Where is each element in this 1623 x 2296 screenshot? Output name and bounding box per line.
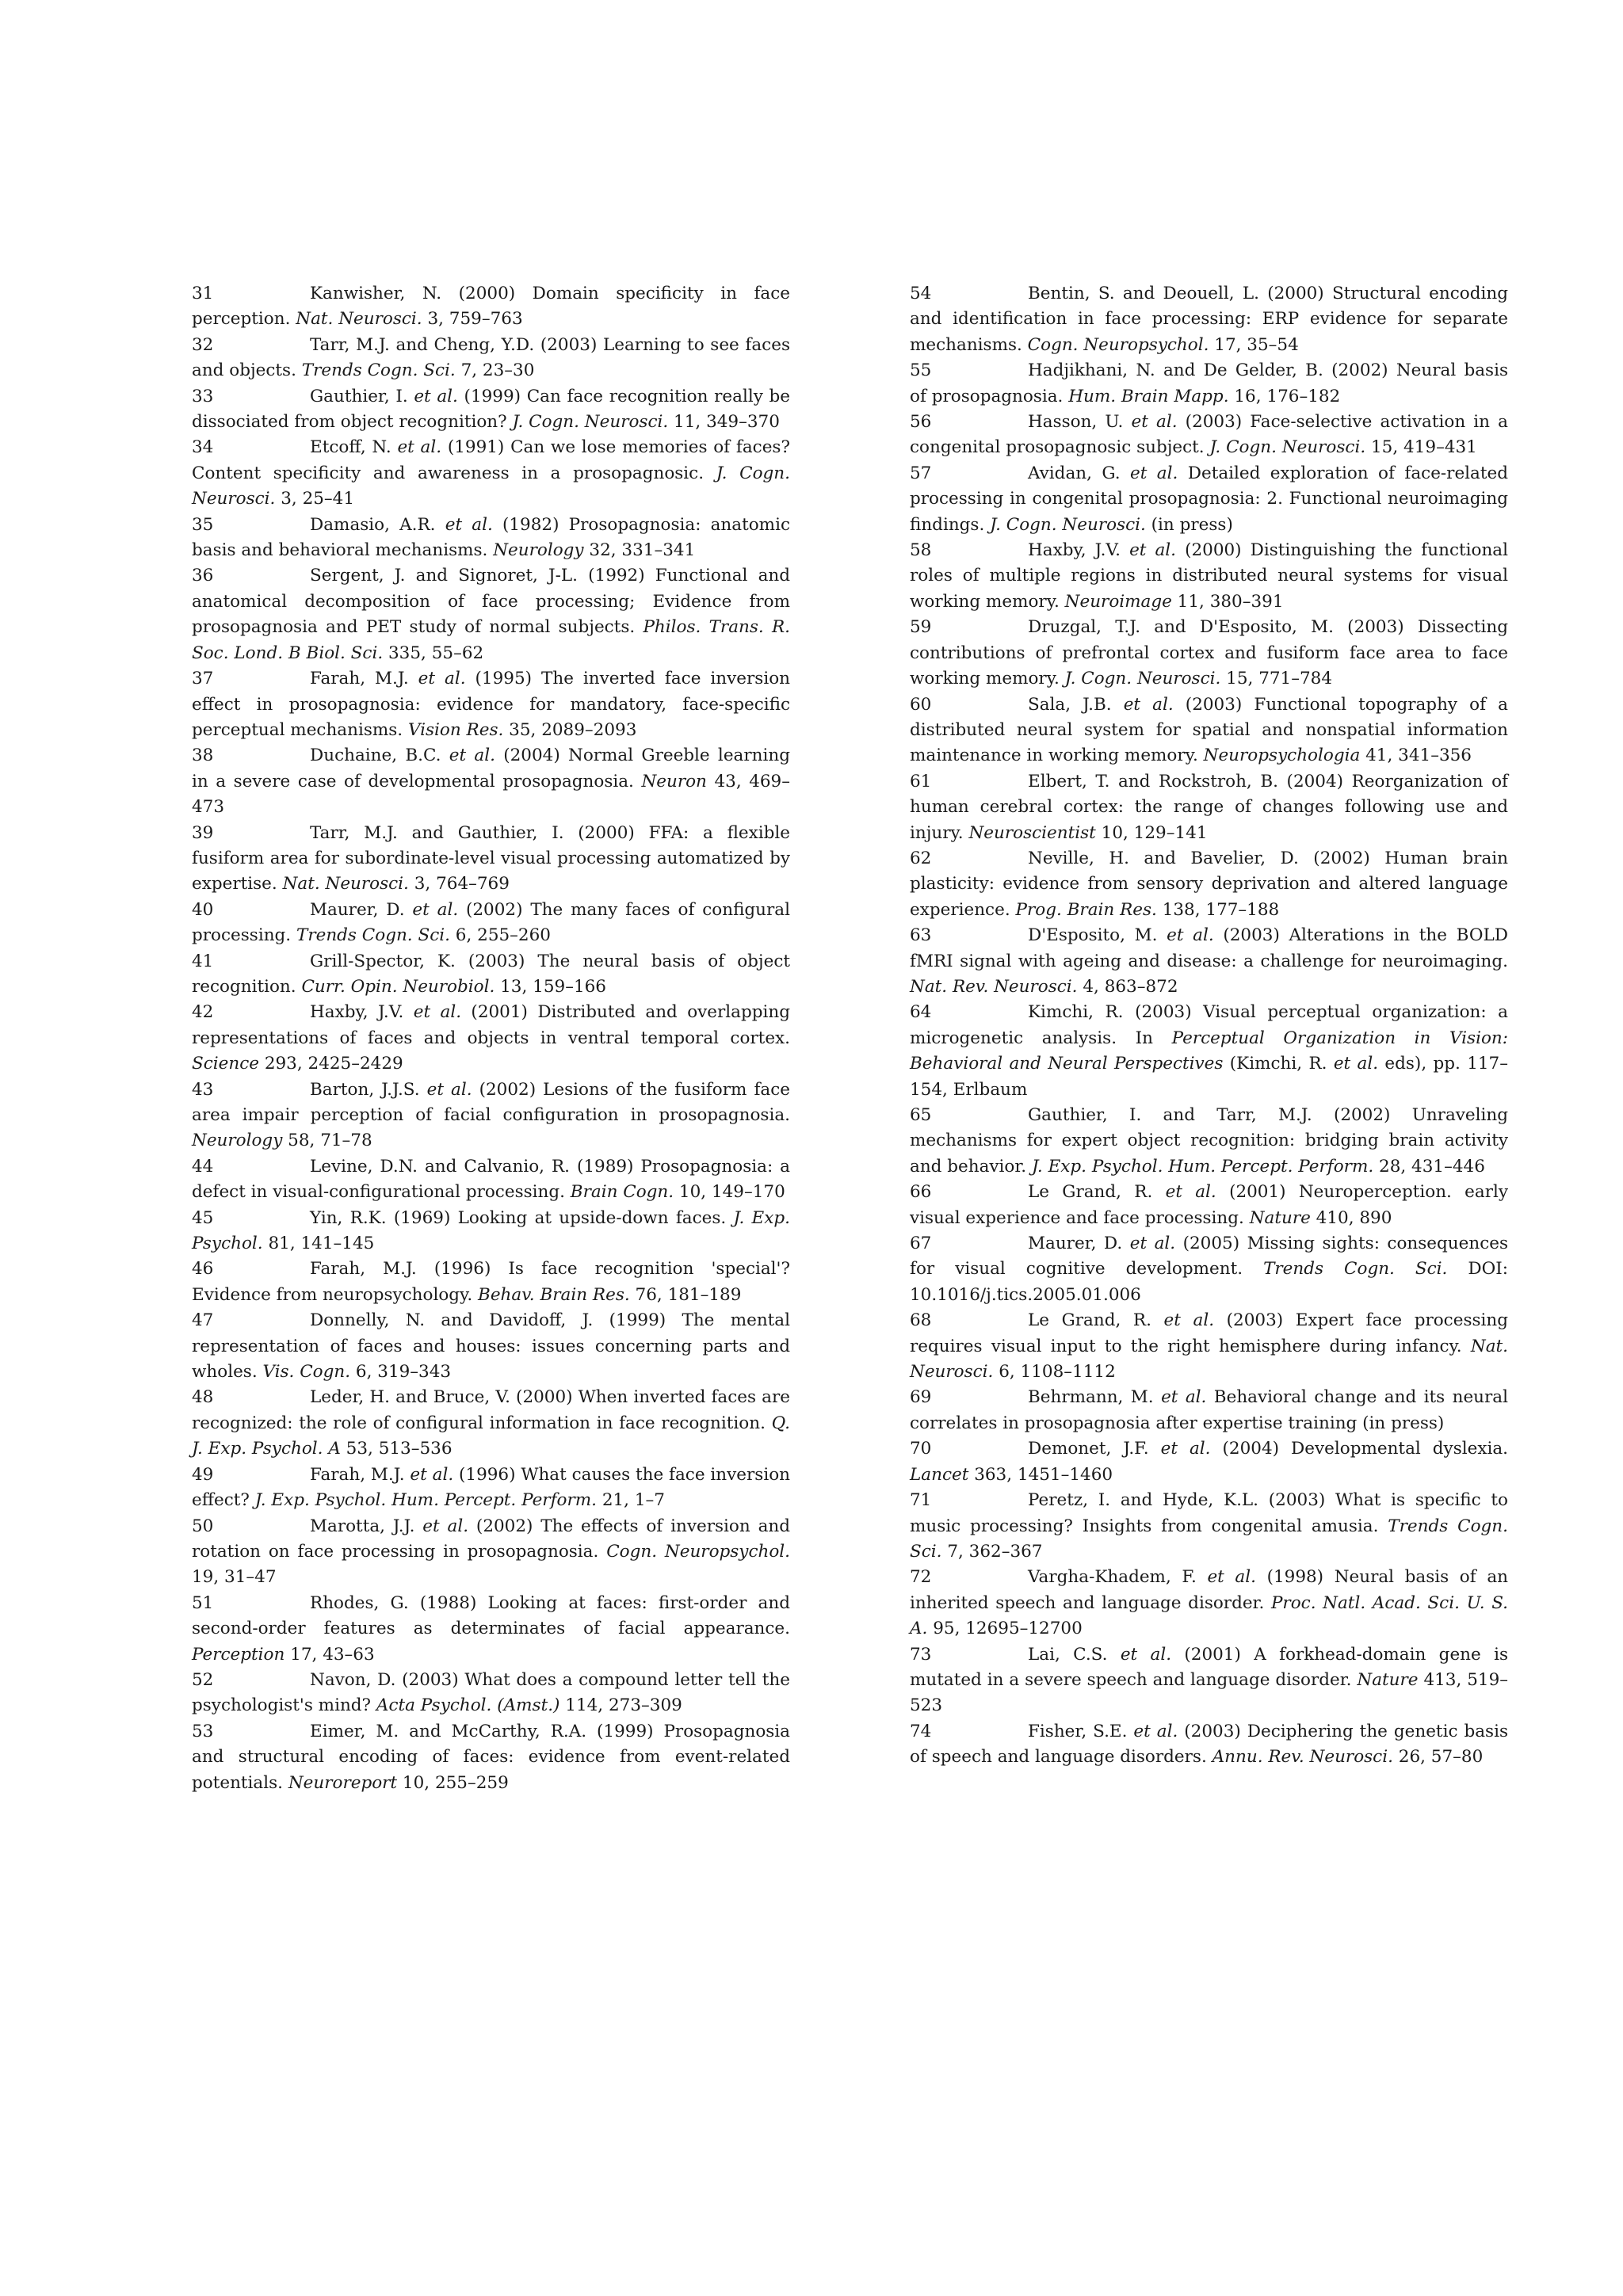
reference-text: 410, 890 xyxy=(1310,1207,1392,1228)
reference-text-italic: Acta Psychol. (Amst.) xyxy=(376,1695,560,1716)
reference-text: (2003) Alterations in the BOLD fMRI signal with ageing and disease: a challenge for neuroimaging. xyxy=(910,925,1508,971)
reference-text-italic: Neuropsychologia xyxy=(1203,746,1361,766)
reference-text-italic: J. Exp. Psychol. Hum. Percept. Perform. xyxy=(1031,1156,1374,1177)
reference-text: 95, 12695–12700 xyxy=(927,1619,1083,1639)
reference-text: Neville, H. and Bavelier, D. (2002) Human brain plasticity: evidence from sensory deprivation and altered language experience. xyxy=(910,848,1508,920)
reference-text: (2003) Deciphering the genetic basis of speech and language disorders. xyxy=(910,1721,1508,1768)
reference-number: 61 xyxy=(910,771,932,791)
reference-entry xyxy=(910,1719,1508,1771)
reference-number: 60 xyxy=(910,694,932,715)
reference-text-italic: Neuroscientist xyxy=(968,822,1096,843)
reference-text: 15, 771–784 xyxy=(1220,669,1333,689)
reference-number: 63 xyxy=(910,925,932,946)
reference-text: 17, 35–54 xyxy=(1209,334,1299,355)
reference-text: 58, 71–78 xyxy=(282,1131,372,1151)
reference-text: 35, 2089–2093 xyxy=(503,719,637,740)
reference-entry xyxy=(192,949,790,1001)
reference-text-italic: Philos. Trans. R. Soc. Lond. B Biol. Sci. xyxy=(192,617,790,663)
reference-text: Rhodes, G. (1988) Looking at faces: first-order and second-order features as determinates of facial appearance. xyxy=(192,1592,790,1639)
reference-text: Yin, R.K. (1969) Looking at upside-down faces. xyxy=(310,1207,734,1228)
reference-text: 76, 181–189 xyxy=(629,1284,742,1305)
reference-text: (2005) Missing sights: consequences for visual cognitive development. xyxy=(910,1234,1509,1280)
reference-text-italic: et al. xyxy=(1161,1387,1207,1408)
reference-text-italic: Trends Cogn. Sci. xyxy=(1263,1259,1448,1280)
reference-text-italic: J. Cogn. Neurosci. xyxy=(192,463,790,509)
reference-text: 21, 1–7 xyxy=(596,1490,665,1511)
reference-number: 65 xyxy=(910,1105,932,1125)
reference-entry xyxy=(910,923,1508,1000)
reference-entry xyxy=(910,538,1508,615)
reference-text-italic: Science xyxy=(192,1054,259,1074)
reference-text: Maurer, D. xyxy=(310,899,413,920)
reference-text: Damasio, A.R. xyxy=(310,514,445,535)
reference-entry xyxy=(910,1385,1508,1436)
reference-text-italic: J. Exp. Psychol. xyxy=(192,1207,790,1254)
reference-entry xyxy=(910,692,1508,769)
reference-number: 34 xyxy=(192,437,214,458)
reference-entry xyxy=(192,1000,790,1077)
reference-number: 55 xyxy=(910,360,932,381)
reference-text: 13, 159–166 xyxy=(495,976,606,997)
reference-text: 7, 23–30 xyxy=(455,360,535,381)
reference-text: DOI: 10.1016/j.tics.2005.01.006 xyxy=(910,1259,1509,1305)
reference-text-italic: Neurology xyxy=(192,1131,283,1151)
reference-text: Marotta, J.J. xyxy=(310,1516,423,1536)
reference-text-italic: Trends Cogn. Sci. xyxy=(296,925,450,946)
reference-text: 17, 43–63 xyxy=(285,1644,375,1665)
reference-text: (2002) Lesions of the fusiform face area impair perception of facial configuration in prosopagnosia. xyxy=(192,1079,790,1125)
reference-number: 57 xyxy=(910,463,932,483)
reference-text: 7, 362–367 xyxy=(941,1541,1043,1562)
reference-number: 52 xyxy=(192,1669,214,1690)
reference-text-italic: J. Cogn. Neurosci. xyxy=(1209,437,1366,458)
reference-entry xyxy=(910,1488,1508,1565)
reference-text-italic: Curr. Opin. Neurobiol. xyxy=(301,976,495,997)
reference-text-italic: et al. xyxy=(418,669,466,689)
reference-number: 48 xyxy=(192,1387,214,1408)
reference-text-italic: J. Cogn. Neurosci. xyxy=(1064,669,1221,689)
reference-number: 37 xyxy=(192,669,214,689)
reference-text-italic: Perceptual Organization in Vision: Behavioral and Neural Perspectives xyxy=(910,1028,1508,1074)
reference-text: 138, 177–188 xyxy=(1156,899,1280,920)
reference-text-italic: et al. xyxy=(412,899,459,920)
reference-text: 15, 419–431 xyxy=(1365,437,1477,458)
reference-text: eds), pp. 117–154, Erlbaum xyxy=(910,1054,1508,1100)
reference-number: 32 xyxy=(192,334,214,355)
reference-text: (2001) Neuroperception. early visual experience and face processing. xyxy=(910,1182,1509,1228)
reference-text: 53, 513–536 xyxy=(340,1439,453,1459)
reference-text: Behrmann, M. xyxy=(1028,1387,1162,1408)
reference-text: Fisher, S.E. xyxy=(1028,1721,1134,1741)
reference-entry xyxy=(910,1308,1508,1385)
reference-text-italic: et al. xyxy=(1167,925,1214,946)
reference-number: 67 xyxy=(910,1234,932,1254)
reference-text-italic: et al. xyxy=(1129,540,1177,561)
reference-text: (1995) The inverted face inversion effect in prosopagnosia: evidence for mandatory, face-specific perceptual mechanisms. xyxy=(192,669,791,740)
reference-text-italic: et al. xyxy=(1120,1644,1172,1665)
reference-text-italic: et al. xyxy=(414,386,458,406)
reference-number: 38 xyxy=(192,746,214,766)
reference-number: 42 xyxy=(192,1002,214,1023)
reference-text: (2003) Face-selective activation in a congenital prosopagnosic subject. xyxy=(910,412,1508,458)
reference-entry xyxy=(192,384,790,436)
reference-text: Detailed exploration of face-related processing in congenital prosopagnosia: 2. Functional neuroimaging findings. xyxy=(910,463,1508,535)
reference-number: 47 xyxy=(192,1310,214,1331)
reference-text-italic: et al. xyxy=(1133,1721,1178,1741)
reference-text: Levine, D.N. and Calvanio, R. (1989) Prosopagnosia: a defect in visual-configurational processing. xyxy=(192,1156,790,1203)
reference-number: 41 xyxy=(192,951,214,971)
reference-entry xyxy=(910,281,1508,358)
reference-text: Kanwisher, N. (2000) Domain specificity in face perception. xyxy=(192,284,790,330)
reference-number: 58 xyxy=(910,540,932,561)
reference-text: Grill-Spector, K. (2003) The neural basis of object recognition. xyxy=(192,951,790,997)
reference-text: Leder, H. and Bruce, V. (2000) When inverted faces are recognized: the role of configural information in face recognition. xyxy=(192,1387,790,1433)
reference-entry xyxy=(192,1077,790,1154)
reference-text-italic: et al. xyxy=(449,746,495,766)
reference-entry xyxy=(192,281,790,333)
reference-number: 53 xyxy=(192,1721,214,1741)
reference-number: 46 xyxy=(192,1259,214,1280)
reference-text: 293, 2425–2429 xyxy=(258,1054,403,1074)
reference-entry xyxy=(910,461,1508,538)
reference-text: (2002) The effects of inversion and rotation on face processing in prosopagnosia. xyxy=(192,1516,790,1562)
reference-text-italic: Trends Cogn. Sci. xyxy=(301,360,456,381)
reference-entry xyxy=(192,1308,790,1385)
reference-text: Farah, M.J. xyxy=(310,1464,411,1485)
reference-text-italic: Cogn. Neuropsychol. xyxy=(606,1541,790,1562)
reference-text: 81, 141–145 xyxy=(262,1234,375,1254)
reference-number: 73 xyxy=(910,1644,932,1665)
reference-text: Lai, C.S. xyxy=(1028,1644,1121,1665)
reference-entry xyxy=(192,666,790,743)
reference-entry xyxy=(910,1565,1508,1642)
reference-text-italic: et al. xyxy=(445,514,493,535)
reference-text: 6, 1108–1112 xyxy=(993,1362,1116,1383)
reference-entry xyxy=(910,1231,1508,1308)
reference-text-italic: et al. xyxy=(1129,1234,1176,1254)
reference-text: Tarr, M.J. and Gauthier, I. (2000) FFA: a flexible fusiform area for subordinate-level visual processing automatized by expertise. xyxy=(192,822,790,894)
reference-text: (2004) Developmental dyslexia. xyxy=(1210,1439,1508,1459)
reference-text: Gauthier, I. and Tarr, M.J. (2002) Unraveling mechanisms for expert object recognition: bridging brain activity and behavior. xyxy=(910,1105,1508,1177)
reference-text-italic: Perception xyxy=(192,1644,285,1665)
reference-text: Sala, J.B. xyxy=(1028,694,1124,715)
reference-text: 19, 31–47 xyxy=(192,1567,277,1588)
reference-text: Haxby, J.V. xyxy=(1028,540,1130,561)
reference-text: Le Grand, R. xyxy=(1028,1310,1164,1331)
reference-text-italic: Annu. Rev. Neurosci. xyxy=(1212,1747,1393,1768)
reference-text: Tarr, M.J. and Cheng, Y.D. (2003) Learning to see faces and objects. xyxy=(192,334,790,381)
reference-entry xyxy=(192,743,790,820)
reference-number: 59 xyxy=(910,617,932,638)
reference-text: Eimer, M. and McCarthy, R.A. (1999) Prosopagnosia and structural encoding of faces: evidence from event-related potentials. xyxy=(192,1721,790,1793)
reference-text: 26, 57–80 xyxy=(1392,1747,1484,1768)
reference-number: 51 xyxy=(192,1592,214,1613)
reference-column-left xyxy=(192,281,790,1796)
reference-text: 11, 349–370 xyxy=(668,412,780,433)
reference-text-italic: Nat. Rev. Neurosci. xyxy=(910,976,1078,997)
reference-text: (2002) The many faces of configural processing. xyxy=(192,899,791,946)
reference-text-italic: Neuroreport xyxy=(288,1772,398,1793)
reference-text: Elbert, T. and Rockstroh, B. (2004) Reorganization of human cerebral cortex: the range of changes following use and injury. xyxy=(910,771,1508,843)
reference-number: 50 xyxy=(192,1516,214,1536)
reference-text: (1991) Can we lose memories of faces? Content specificity and awareness in a prosopagnosic. xyxy=(192,437,790,483)
reference-entry xyxy=(192,898,790,949)
reference-text: Vargha-Khadem, F. xyxy=(1028,1567,1208,1588)
reference-text-italic: Nat. Neurosci. xyxy=(282,874,409,894)
reference-entry xyxy=(910,1642,1508,1719)
reference-entry xyxy=(192,513,790,564)
reference-text: D'Esposito, M. xyxy=(1028,925,1167,946)
reference-text: Maurer, D. xyxy=(1028,1234,1130,1254)
reference-text: (2001) A forkhead-domain gene is mutated in a severe speech and language disorder. xyxy=(910,1644,1508,1690)
reference-number: 43 xyxy=(192,1079,214,1100)
reference-text: 10, 255–259 xyxy=(397,1772,509,1793)
reference-entry xyxy=(192,1668,790,1719)
reference-number: 40 xyxy=(192,899,214,920)
reference-text-italic: J. Exp. Psychol. Hum. Percept. Perform. xyxy=(254,1490,597,1511)
reference-entry xyxy=(910,1000,1508,1103)
reference-text: 10, 129–141 xyxy=(1095,822,1208,843)
reference-text: Peretz, I. and Hyde, K.L. (2003) What is specific to music processing? Insights from congenital amusia. xyxy=(910,1490,1508,1536)
reference-text-italic: et al. xyxy=(426,1079,472,1100)
reference-entry xyxy=(192,821,790,898)
reference-text-italic: et al. xyxy=(397,437,442,458)
reference-text: 6, 319–343 xyxy=(350,1362,452,1383)
reference-number: 71 xyxy=(910,1490,932,1511)
reference-number: 44 xyxy=(192,1156,214,1177)
reference-text-italic: Cogn. Neuropsychol. xyxy=(1027,334,1209,355)
reference-text: 41, 341–356 xyxy=(1360,746,1472,766)
reference-number: 45 xyxy=(192,1207,214,1228)
reference-text-italic: Trends Cogn. Sci. xyxy=(910,1516,1508,1562)
reference-number: 72 xyxy=(910,1567,932,1588)
reference-text-italic: et al. xyxy=(1333,1054,1379,1074)
reference-number: 68 xyxy=(910,1310,932,1331)
reference-text-italic: et al. xyxy=(1163,1310,1215,1331)
reference-entry xyxy=(192,563,790,666)
reference-text: (1996) What causes the face inversion effect? xyxy=(192,1464,790,1511)
reference-text-italic: et al. xyxy=(1160,1439,1211,1459)
reference-text: 4, 863–872 xyxy=(1077,976,1178,997)
reference-number: 35 xyxy=(192,514,214,535)
reference-text-italic: J. Cogn. Neurosci. xyxy=(512,412,669,433)
reference-text: Druzgal, T.J. and D'Esposito, M. (2003) Dissecting contributions of prefrontal cortex and fusiform face area to face working memory. xyxy=(910,617,1508,689)
reference-text: 43, 469–473 xyxy=(192,771,790,818)
reference-text: Barton, J.J.S. xyxy=(310,1079,427,1100)
reference-entry xyxy=(192,1257,790,1308)
reference-entry xyxy=(192,1385,790,1462)
reference-text: (2003) Expert face processing requires visual input to the right hemisphere during infancy. xyxy=(910,1310,1508,1356)
reference-text: (2004) Normal Greeble learning in a severe case of developmental prosopagnosia. xyxy=(192,746,790,791)
reference-text: Etcoff, N. xyxy=(310,437,398,458)
reference-number: 70 xyxy=(910,1439,932,1459)
reference-text-italic: et al. xyxy=(1123,694,1174,715)
reference-text-italic: Neuron xyxy=(641,771,707,791)
reference-text-italic: Vision Res. xyxy=(407,719,504,740)
reference-text-italic: Nat. Neurosci. xyxy=(910,1336,1508,1383)
reference-text: 16, 176–182 xyxy=(1228,386,1341,406)
reference-text: Le Grand, R. xyxy=(1028,1182,1166,1203)
reference-text: Farah, M.J. (1996) Is face recognition 'special'? Evidence from neuropsychology. xyxy=(192,1259,790,1305)
reference-text: 6, 255–260 xyxy=(449,925,551,946)
reference-text: 335, 55–62 xyxy=(383,643,484,663)
reference-text: Navon, D. (2003) What does a compound letter tell the psychologist's mind? xyxy=(192,1669,790,1716)
reference-text: 3, 759–763 xyxy=(422,309,523,330)
reference-text: Duchaine, B.C. xyxy=(310,746,449,766)
reference-entry xyxy=(192,1463,790,1514)
reference-entry xyxy=(192,1154,790,1206)
reference-text: 11, 380–391 xyxy=(1171,591,1284,612)
reference-text: (2000) Distinguishing the functional roles of multiple regions in distributed neural systems for visual working memory. xyxy=(910,540,1508,612)
reference-entry xyxy=(910,1180,1508,1231)
reference-text: (1998) Neural basis of an inherited speech and language disorder. xyxy=(910,1567,1508,1613)
reference-text: 3, 764–769 xyxy=(408,874,510,894)
reference-text: (2001) Distributed and overlapping representations of faces and objects in ventral temporal cortex. xyxy=(192,1002,791,1048)
reference-column-right xyxy=(910,281,1508,1771)
reference-number: 74 xyxy=(910,1721,932,1741)
reference-number: 54 xyxy=(910,284,932,303)
reference-text-italic: Nature xyxy=(1357,1669,1419,1690)
reference-text: (1982) Prosopagnosia: anatomic basis and behavioral mechanisms. xyxy=(192,514,790,561)
reference-text: (1999) Can face recognition really be dissociated from object recognition? xyxy=(192,386,790,433)
reference-entry xyxy=(192,1206,790,1257)
reference-text-italic: J. Cogn. Neurosci. xyxy=(990,514,1146,535)
reference-text: Haxby, J.V. xyxy=(310,1002,414,1023)
reference-text: 114, 273–309 xyxy=(559,1695,682,1716)
reference-text-italic: Nature xyxy=(1249,1207,1311,1228)
reference-text-italic: Lancet xyxy=(910,1464,969,1485)
reference-text-italic: et al. xyxy=(1207,1567,1256,1588)
reference-text-italic: Proc. Natl. Acad. Sci. U. S. A. xyxy=(910,1592,1508,1639)
reference-text-italic: Prog. Brain Res. xyxy=(1015,899,1157,920)
reference-text-italic: Q. J. Exp. Psychol. A xyxy=(192,1413,790,1459)
reference-text-italic: Nat. Neurosci. xyxy=(296,309,422,330)
reference-text: 28, 431–446 xyxy=(1373,1156,1485,1177)
reference-text-italic: et al. xyxy=(1165,1182,1216,1203)
reference-text-italic: et al. xyxy=(410,1464,454,1485)
reference-text: 3, 25–41 xyxy=(275,489,355,509)
reference-text-italic: et al. xyxy=(1130,463,1178,483)
reference-number: 33 xyxy=(192,386,214,406)
reference-text: Behavioral change and its neural correlates in prosopagnosia after expertise training (in press) xyxy=(910,1387,1508,1433)
reference-entry xyxy=(910,769,1508,846)
reference-text: 413, 519–523 xyxy=(910,1669,1509,1716)
reference-text-italic: Neurology xyxy=(493,540,584,561)
reference-text-italic: et al. xyxy=(413,1002,462,1023)
reference-text: (2003) Functional topography of a distributed neural system for spatial and nonspatial information maintenance in working memory. xyxy=(910,694,1508,766)
reference-text: Hadjikhani, N. and De Gelder, B. (2002) Neural basis of prosopagnosia. xyxy=(910,360,1508,406)
reference-text: 32, 331–341 xyxy=(583,540,696,561)
reference-text: 10, 149–170 xyxy=(674,1182,785,1203)
reference-entry xyxy=(910,410,1508,461)
reference-text: Donnelly, N. and Davidoff, J. (1999) The mental representation of faces and houses: issues concerning parts and wholes. xyxy=(192,1310,790,1383)
reference-entry xyxy=(192,333,790,384)
reference-text: Gauthier, I. xyxy=(310,386,414,406)
reference-entry xyxy=(910,615,1508,692)
reference-number: 49 xyxy=(192,1464,214,1485)
reference-text: Hasson, U. xyxy=(1028,412,1132,433)
reference-text: Bentin, S. and Deouell, L. (2000) Structural encoding and identification in face processing: ERP evidence for separate mechanisms. xyxy=(910,284,1508,355)
reference-text: 363, 1451–1460 xyxy=(968,1464,1113,1485)
reference-number: 36 xyxy=(192,566,214,586)
reference-entry xyxy=(910,1103,1508,1180)
reference-text: Farah, M.J. xyxy=(310,669,418,689)
reference-text-italic: Hum. Brain Mapp. xyxy=(1068,386,1229,406)
reference-entry xyxy=(192,1514,790,1591)
reference-entry xyxy=(192,1591,790,1668)
reference-text-italic: Vis. Cogn. xyxy=(262,1362,351,1383)
reference-text: (in press) xyxy=(1145,514,1233,535)
reference-entry xyxy=(910,358,1508,410)
reference-number: 66 xyxy=(910,1182,932,1203)
reference-number: 31 xyxy=(192,284,214,303)
reference-text-italic: Neuroimage xyxy=(1064,591,1172,612)
reference-text: Avidan, G. xyxy=(1028,463,1131,483)
reference-entry xyxy=(192,435,790,512)
reference-text-italic: et al. xyxy=(1131,412,1178,433)
reference-number: 39 xyxy=(192,822,214,843)
reference-entry xyxy=(192,1719,790,1796)
reference-text-italic: et al. xyxy=(422,1516,469,1536)
reference-number: 62 xyxy=(910,848,932,868)
reference-text: Sergent, J. and Signoret, J-L. (1992) Functional and anatomical decomposition of face processing; Evidence from prosopagnosia and PET study of normal subjects. xyxy=(192,566,790,638)
reference-number: 64 xyxy=(910,1002,932,1023)
reference-entry xyxy=(910,1436,1508,1488)
reference-text-italic: Behav. Brain Res. xyxy=(478,1284,630,1305)
reference-number: 56 xyxy=(910,412,932,433)
reference-text: (Kimchi, R. xyxy=(1223,1054,1334,1074)
reference-entry xyxy=(910,846,1508,923)
reference-number: 69 xyxy=(910,1387,932,1408)
reference-text: Kimchi, R. (2003) Visual perceptual organization: a microgenetic analysis. In xyxy=(910,1002,1508,1048)
reference-text-italic: Brain Cogn. xyxy=(570,1182,674,1203)
reference-text: Demonet, J.F. xyxy=(1028,1439,1161,1459)
